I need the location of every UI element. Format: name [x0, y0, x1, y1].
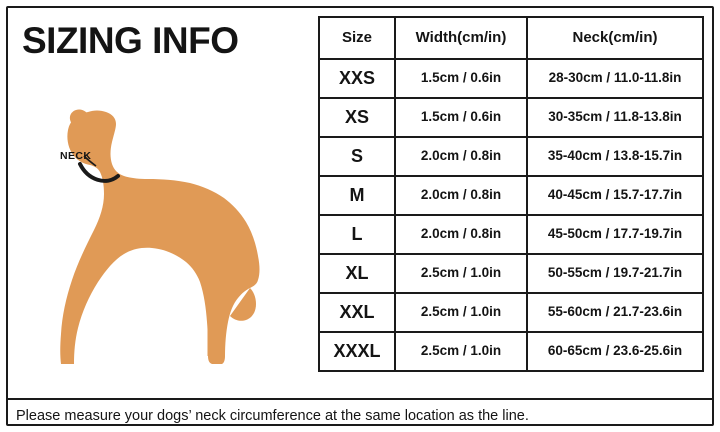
table-row: [319, 59, 703, 98]
cell-neck: 60-65cm / 23.6-25.6in: [527, 332, 703, 371]
cell-width: 1.5cm / 0.6in: [395, 59, 527, 98]
neck-label: NECK: [60, 150, 92, 162]
header-size: Size: [319, 17, 395, 59]
cell-size: XS: [319, 98, 395, 137]
header-width: Width(cm/in): [395, 17, 527, 59]
page-title: SIZING INFO: [22, 20, 239, 61]
cell-neck: 28-30cm / 11.0-11.8in: [527, 59, 703, 98]
cell-size: L: [319, 215, 395, 254]
cell-neck: 30-35cm / 11.8-13.8in: [527, 98, 703, 137]
cell-width: 2.0cm / 0.8in: [395, 137, 527, 176]
dog-illustration: [14, 84, 304, 384]
cell-width: 2.5cm / 1.0in: [395, 293, 527, 332]
cell-neck: 35-40cm / 13.8-15.7in: [527, 137, 703, 176]
table-row: [319, 293, 703, 332]
cell-width: 1.5cm / 0.6in: [395, 98, 527, 137]
size-table: [318, 16, 704, 372]
measurement-note: Please measure your dogs’ neck circumference at the same location as the line.: [16, 408, 529, 424]
header-neck: Neck(cm/in): [527, 17, 703, 59]
footer-divider: [8, 398, 712, 400]
cell-width: 2.0cm / 0.8in: [395, 215, 527, 254]
illustration-panel: [8, 8, 304, 388]
table-header-row: [319, 17, 703, 59]
cell-neck: 40-45cm / 15.7-17.7in: [527, 176, 703, 215]
cell-neck: 45-50cm / 17.7-19.7in: [527, 215, 703, 254]
table-row: [319, 215, 703, 254]
cell-size: XXXL: [319, 332, 395, 371]
table-row: [319, 137, 703, 176]
cell-width: 2.5cm / 1.0in: [395, 254, 527, 293]
dog-silhouette-icon: [14, 84, 304, 384]
table-row: [319, 98, 703, 137]
dog-body-shape: [60, 111, 259, 365]
cell-size: M: [319, 176, 395, 215]
cell-neck: 50-55cm / 19.7-21.7in: [527, 254, 703, 293]
cell-neck: 55-60cm / 21.7-23.6in: [527, 293, 703, 332]
cell-width: 2.5cm / 1.0in: [395, 332, 527, 371]
cell-size: XXL: [319, 293, 395, 332]
table-row: [319, 176, 703, 215]
cell-size: XL: [319, 254, 395, 293]
table-row: [319, 254, 703, 293]
cell-size: XXS: [319, 59, 395, 98]
cell-size: S: [319, 137, 395, 176]
table-row: [319, 332, 703, 371]
size-chart: [318, 16, 702, 372]
cell-width: 2.0cm / 0.8in: [395, 176, 527, 215]
